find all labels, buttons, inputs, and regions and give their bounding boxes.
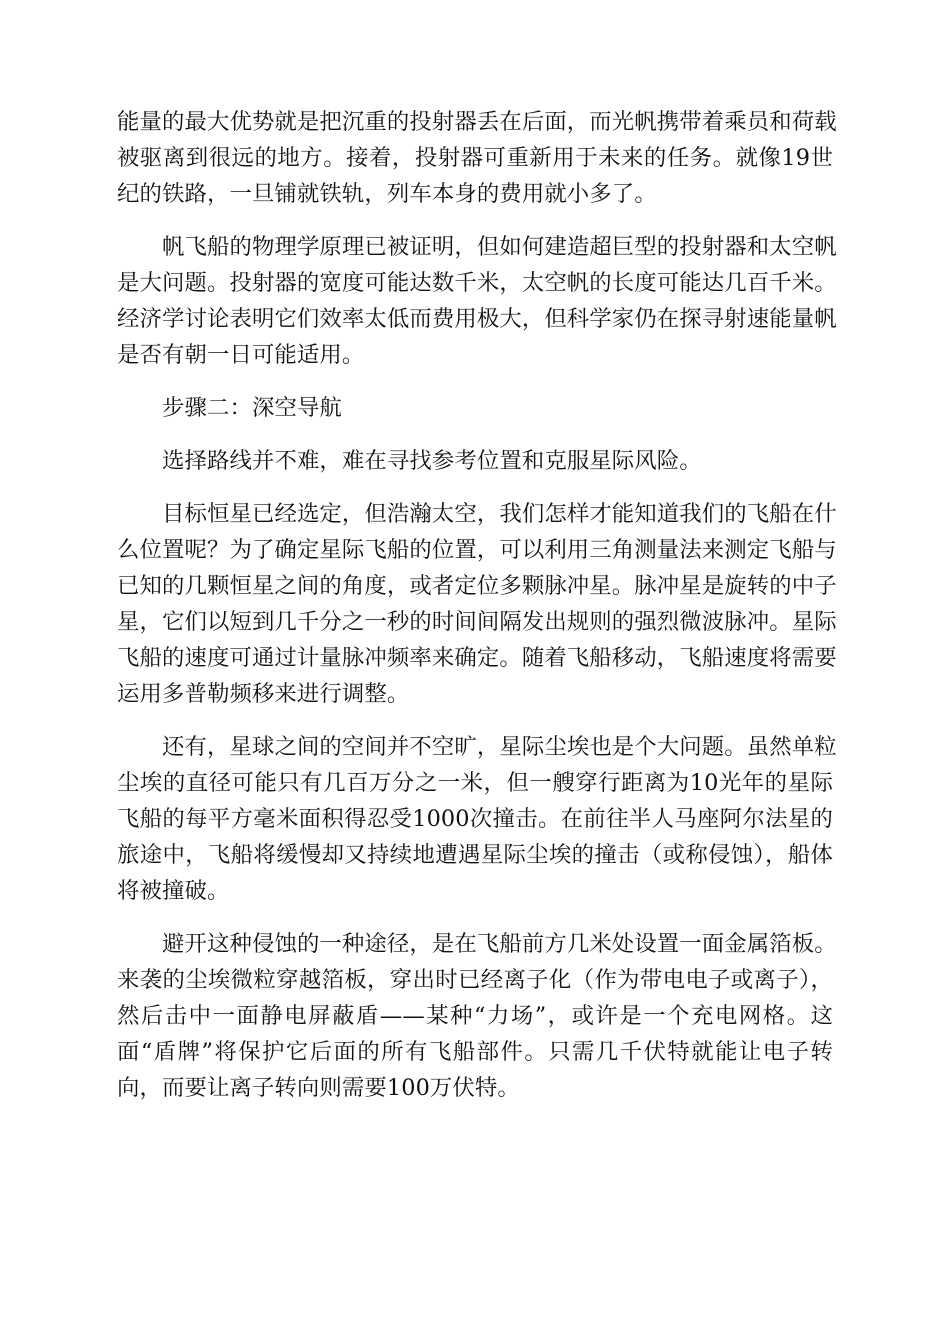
document-page xyxy=(117,104,837,1123)
paragraph-2 xyxy=(117,229,837,373)
text-line: 帆飞船的物理学原理已被证明，但如何建造超巨型的投射器和太空帆 xyxy=(162,234,837,260)
text-line: 来袭的尘埃微粒穿越箔板，穿出时已经离子化（作为带电电子或离子）， xyxy=(117,967,833,993)
text-line: 然后击中一面静电屏蔽盾——某种“力场”，或许是一个充电网格。这 xyxy=(117,1003,833,1029)
text-line: 选择路线并不难，难在寻找参考位置和克服星际风险。 xyxy=(162,448,702,474)
text-line: 星，它们以短到几千分之一秒的时间间隔发出规则的强烈微波脉冲。星际 xyxy=(117,609,837,635)
text-line: 是大问题。投射器的宽度可能达数千米，太空帆的长度可能达几百千米。 xyxy=(117,270,837,296)
text-line: 还有，星球之间的空间并不空旷，星际尘埃也是个大问题。虽然单粒 xyxy=(162,734,837,760)
text-line: 运用多普勒频移来进行调整。 xyxy=(117,681,410,707)
section-heading-text: 步骤二：深空导航 xyxy=(162,395,342,421)
text-line: 向，而要让离子转向则需要100万伏特。 xyxy=(117,1075,520,1101)
text-line: 能量的最大优势就是把沉重的投射器丢在后面，而光帆携带着乘员和荷载 xyxy=(117,109,837,135)
paragraph-1 xyxy=(117,104,837,212)
section-heading xyxy=(117,390,833,426)
text-line: 避开这种侵蚀的一种途径，是在飞船前方几米处设置一面金属箔板。 xyxy=(162,931,837,957)
paragraph-4 xyxy=(117,496,837,712)
text-line: 已知的几颗恒星之间的角度，或者定位多颗脉冲星。脉冲星是旋转的中子 xyxy=(117,573,837,599)
paragraph-5 xyxy=(117,729,837,909)
text-line: 飞船的每平方毫米面积得忍受1000次撞击。在前往半人马座阿尔法星的 xyxy=(117,806,833,832)
text-line: 尘埃的直径可能只有几百万分之一米，但一艘穿行距离为10光年的星际 xyxy=(117,770,833,796)
text-line: 飞船的速度可通过计量脉冲频率来确定。随着飞船移动，飞船速度将需要 xyxy=(117,645,837,671)
text-line: 将被撞破。 xyxy=(117,878,230,904)
text-line: 被驱离到很远的地方。接着，投射器可重新用于未来的任务。就像19世 xyxy=(117,145,833,171)
text-line: 目标恒星已经选定，但浩瀚太空，我们怎样才能知道我们的飞船在什 xyxy=(162,501,837,527)
text-line: 纪的铁路，一旦铺就铁轨，列车本身的费用就小多了。 xyxy=(117,181,657,207)
text-line: 旅途中，飞船将缓慢却又持续地遭遇星际尘埃的撞击（或称侵蚀），船体 xyxy=(117,842,833,868)
text-line: 是否有朝一日可能适用。 xyxy=(117,342,365,368)
text-line: 面“盾牌”将保护它后面的所有飞船部件。只需几千伏特就能让电子转 xyxy=(117,1039,833,1065)
paragraph-3 xyxy=(117,443,833,479)
text-line: 么位置呢？为了确定星际飞船的位置，可以利用三角测量法来测定飞船与 xyxy=(117,537,837,563)
paragraph-6 xyxy=(117,926,837,1106)
text-line: 经济学讨论表明它们效率太低而费用极大，但科学家仍在探寻射速能量帆 xyxy=(117,306,837,332)
